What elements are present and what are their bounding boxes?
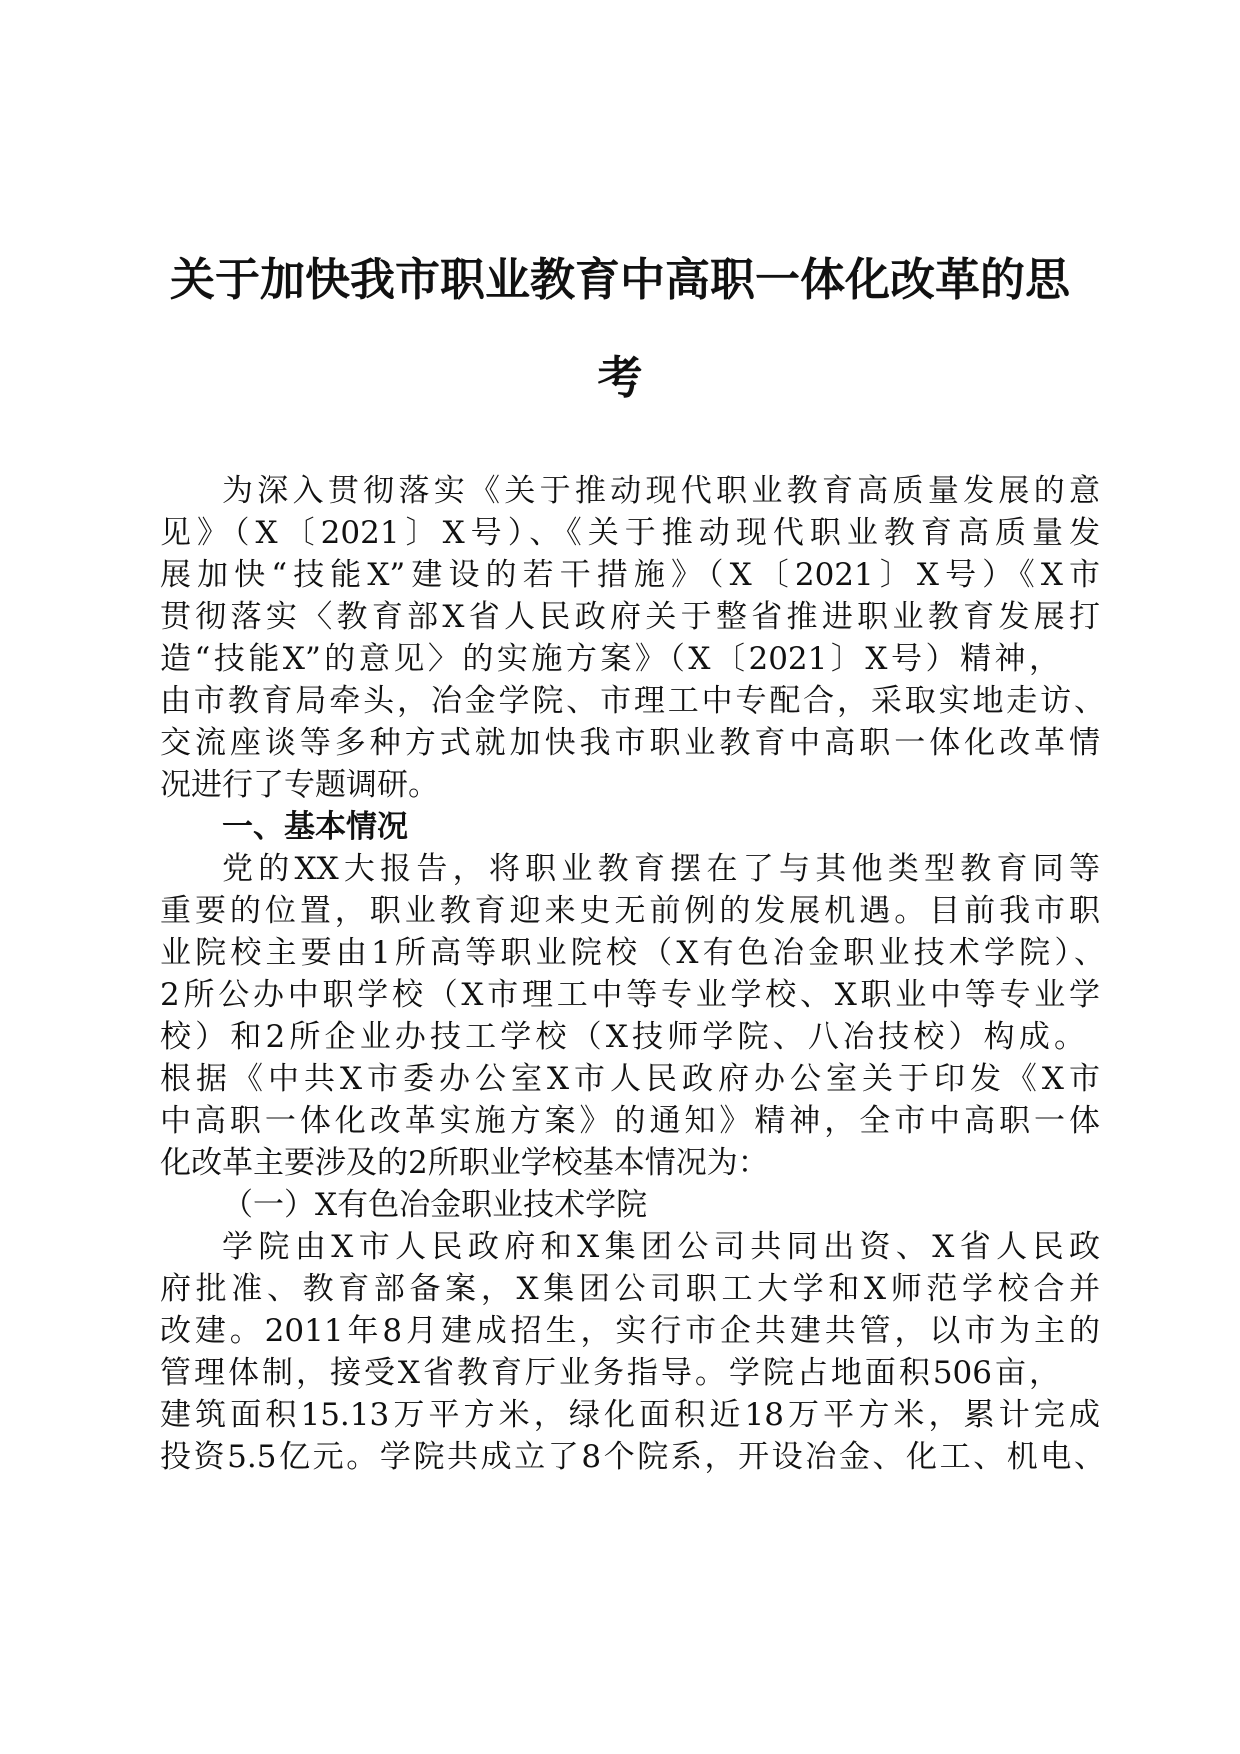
- paragraph-3-line-3: 改建。2011年8月建成招生，实行市企共建共管，以市为主的: [160, 1313, 1100, 1349]
- paragraph-1-line-7: 交流座谈等多种方式就加快我市职业教育中高职一体化改革情: [160, 725, 1100, 761]
- paragraph-3-line-6: 投资5.5亿元。学院共成立了8个院系，开设冶金、化工、机电、: [160, 1439, 1105, 1475]
- document-body: [160, 470, 1105, 1478]
- document-title-line-2: 考: [597, 351, 643, 404]
- paragraph-3-line-1: 学院由X市人民政府和X集团公司共同出资、X省人民政: [222, 1229, 1100, 1265]
- paragraph-1-line-2: 见》（X〔2021〕X号）、《关于推动现代职业教育高质量发: [160, 515, 1100, 551]
- paragraph-1-line-5: 造“技能X”的意见〉的实施方案》（X〔2021〕X号）精神，: [160, 641, 1060, 677]
- paragraph-2-line-6: 根据《中共X市委办公室X市人民政府办公室关于印发《X市: [160, 1061, 1100, 1097]
- paragraph-2-line-7: 中高职一体化改革实施方案》的通知》精神，全市中高职一体: [160, 1103, 1100, 1139]
- section-heading-basic-situation: 一、基本情况: [222, 809, 408, 845]
- paragraph-1-line-3: 展加快“技能X”建设的若干措施》（X〔2021〕X号）《X市: [160, 557, 1100, 593]
- paragraph-1-line-6: 由市教育局牵头，冶金学院、市理工中专配合，采取实地走访、: [160, 683, 1105, 719]
- paragraph-2-line-3: 业院校主要由1所高等职业院校（X有色冶金职业技术学院）、: [160, 935, 1105, 971]
- subsection-heading-college: （一）X有色冶金职业技术学院: [222, 1187, 648, 1223]
- paragraph-1-line-8: 况进行了专题调研。: [160, 767, 439, 803]
- paragraph-1-line-4: 贯彻落实〈教育部X省人民政府关于整省推进职业教育发展打: [160, 599, 1100, 635]
- paragraph-1-line-1: 为深入贯彻落实《关于推动现代职业教育高质量发展的意: [222, 473, 1100, 509]
- paragraph-2-line-8: 化改革主要涉及的2所职业学校基本情况为：: [160, 1145, 769, 1181]
- paragraph-2-line-4: 2所公办中职学校（X市理工中等专业学校、X职业中等专业学: [160, 977, 1100, 1013]
- paragraph-2-line-1: 党的XX大报告，将职业教育摆在了与其他类型教育同等: [222, 851, 1100, 887]
- paragraph-3-line-4: 管理体制，接受X省教育厅业务指导。学院占地面积506亩，: [160, 1355, 1060, 1391]
- paragraph-3-line-5: 建筑面积15.13万平方米，绿化面积近18万平方米，累计完成: [160, 1397, 1100, 1433]
- paragraph-2-line-5: 校）和2所企业办技工学校（X技师学院、八冶技校）构成。: [160, 1019, 1085, 1055]
- paragraph-3-line-2: 府批准、教育部备案，X集团公司职工大学和X师范学校合并: [160, 1271, 1100, 1307]
- document-title-line-1: 关于加快我市职业教育中高职一体化改革的思: [169, 253, 1070, 306]
- paragraph-2-line-2: 重要的位置，职业教育迎来史无前例的发展机遇。目前我市职: [160, 893, 1100, 929]
